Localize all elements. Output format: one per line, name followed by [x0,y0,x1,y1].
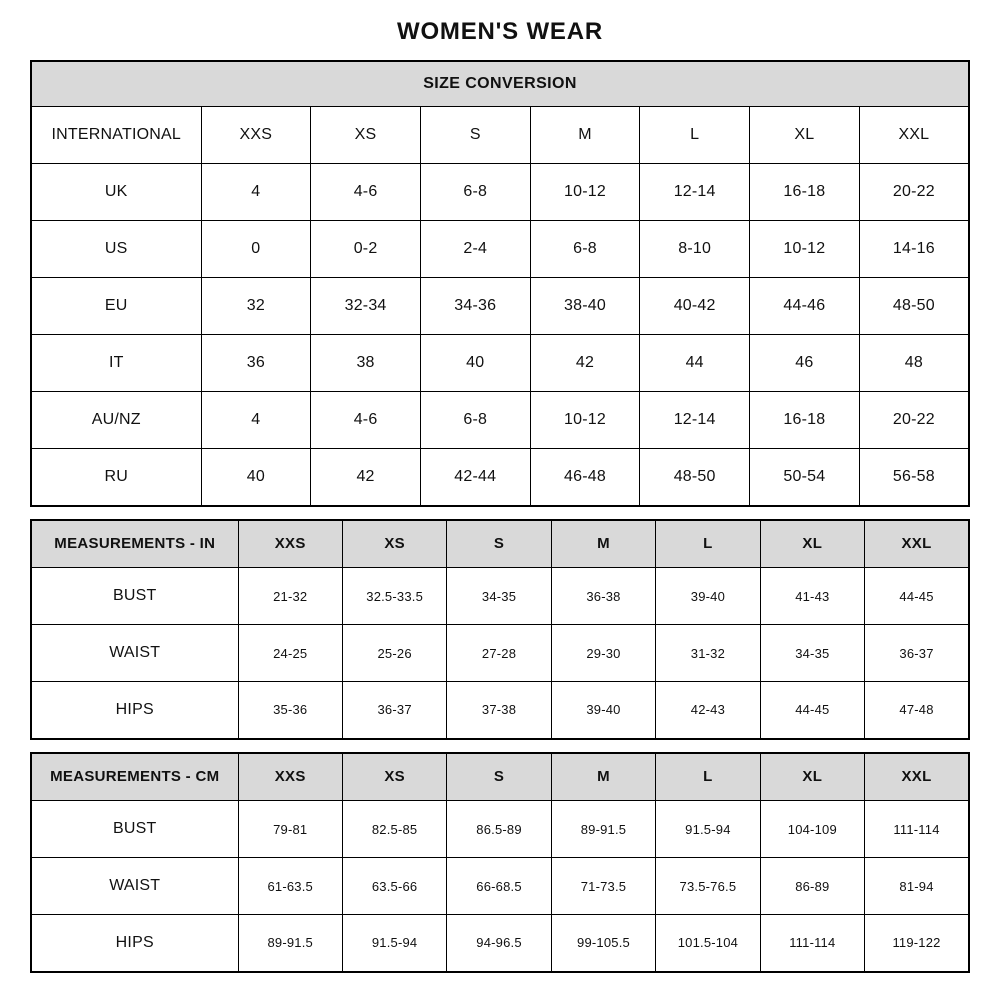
size-conversion-table [30,60,970,507]
table-cell: 2-4 [420,221,530,278]
table-cell: 36-37 [342,682,446,739]
table-cell: 86.5-89 [447,801,551,858]
row-label: US [31,221,201,278]
table-cell: 40 [420,335,530,392]
column-header: M [551,753,655,801]
table-cell: 61-63.5 [238,858,342,915]
column-header: XXS [238,753,342,801]
table-cell: 39-40 [656,568,760,625]
table-cell: 20-22 [859,164,969,221]
table-cell: 4 [201,392,311,449]
measurements-cm-table [30,752,970,973]
table-cell: 0-2 [311,221,421,278]
row-label: WAIST [31,858,238,915]
column-header: M [551,520,655,568]
table-cell: 44-45 [760,682,864,739]
table-cell: 94-96.5 [447,915,551,972]
table-row [31,221,969,278]
table-cell: 34-35 [447,568,551,625]
table-cell: 35-36 [238,682,342,739]
table-cell: 6-8 [420,164,530,221]
table-cell: 42 [530,335,640,392]
table-cell: 99-105.5 [551,915,655,972]
table-row [31,915,969,972]
row-label: BUST [31,568,238,625]
table-title: SIZE CONVERSION [31,61,969,107]
row-label: BUST [31,801,238,858]
column-header: L [656,520,760,568]
column-header: S [447,520,551,568]
table-cell: 4 [201,164,311,221]
table-cell: 47-48 [865,682,969,739]
table-cell: 48-50 [859,278,969,335]
table-cell: 41-43 [760,568,864,625]
table-cell: 104-109 [760,801,864,858]
table-cell: 32-34 [311,278,421,335]
table-cell: 32 [201,278,311,335]
column-header: L [640,107,750,164]
table-cell: 89-91.5 [238,915,342,972]
column-header: XS [311,107,421,164]
table-cell: 12-14 [640,392,750,449]
table-cell: 0 [201,221,311,278]
row-label: HIPS [31,915,238,972]
table-cell: 36-38 [551,568,655,625]
table-row [31,858,969,915]
table-cell: 16-18 [750,164,860,221]
table-cell: 111-114 [760,915,864,972]
table-cell: 44-46 [750,278,860,335]
table-cell: 82.5-85 [342,801,446,858]
column-header: XXL [865,520,969,568]
table-cell: 6-8 [420,392,530,449]
header-row [31,520,969,568]
table-cell: 36 [201,335,311,392]
table-cell: 86-89 [760,858,864,915]
column-header: XS [342,753,446,801]
table-cell: 31-32 [656,625,760,682]
table-cell: 37-38 [447,682,551,739]
table-cell: 119-122 [865,915,969,972]
corner-header: MEASUREMENTS - IN [31,520,238,568]
table-cell: 29-30 [551,625,655,682]
row-label: HIPS [31,682,238,739]
table-cell: 73.5-76.5 [656,858,760,915]
table-cell: 40-42 [640,278,750,335]
table-cell: 48 [859,335,969,392]
table-cell: 42 [311,449,421,506]
table-cell: 91.5-94 [656,801,760,858]
table-cell: 39-40 [551,682,655,739]
table-cell: 46 [750,335,860,392]
row-label: EU [31,278,201,335]
table-row [31,164,969,221]
table-cell: 8-10 [640,221,750,278]
table-row [31,568,969,625]
table-cell: 38-40 [530,278,640,335]
table-cell: 44-45 [865,568,969,625]
row-label: IT [31,335,201,392]
column-header: S [447,753,551,801]
table-cell: 89-91.5 [551,801,655,858]
table-cell: 27-28 [447,625,551,682]
table-row [31,682,969,739]
table-cell: 14-16 [859,221,969,278]
table-row [31,449,969,506]
table-cell: 91.5-94 [342,915,446,972]
table-cell: 16-18 [750,392,860,449]
table-cell: 21-32 [238,568,342,625]
table-cell: 46-48 [530,449,640,506]
row-label: WAIST [31,625,238,682]
table-row [31,625,969,682]
table-row [31,335,969,392]
column-header: M [530,107,640,164]
column-header: XXS [201,107,311,164]
header-row [31,753,969,801]
table-cell: 48-50 [640,449,750,506]
table-cell: 56-58 [859,449,969,506]
row-label: AU/NZ [31,392,201,449]
row-label: UK [31,164,201,221]
row-label: RU [31,449,201,506]
column-header: XXL [865,753,969,801]
corner-header: MEASUREMENTS - CM [31,753,238,801]
table-cell: 79-81 [238,801,342,858]
table-cell: 40 [201,449,311,506]
table-cell: 50-54 [750,449,860,506]
table-row [31,392,969,449]
table-cell: 101.5-104 [656,915,760,972]
table-cell: 42-43 [656,682,760,739]
table-cell: 38 [311,335,421,392]
table-cell: 81-94 [865,858,969,915]
table-row [31,278,969,335]
table-cell: 34-35 [760,625,864,682]
table-cell: 63.5-66 [342,858,446,915]
table-cell: 10-12 [530,392,640,449]
column-header: XXS [238,520,342,568]
table-cell: 111-114 [865,801,969,858]
table-cell: 25-26 [342,625,446,682]
table-cell: 6-8 [530,221,640,278]
column-header: L [656,753,760,801]
column-header: XS [342,520,446,568]
table-cell: 71-73.5 [551,858,655,915]
measurements-in-table [30,519,970,740]
column-header: S [420,107,530,164]
table-cell: 10-12 [750,221,860,278]
table-cell: 34-36 [420,278,530,335]
table-cell: 24-25 [238,625,342,682]
column-header: XL [750,107,860,164]
table-cell: 42-44 [420,449,530,506]
table-cell: 32.5-33.5 [342,568,446,625]
table-cell: 10-12 [530,164,640,221]
column-header: XXL [859,107,969,164]
table-row [31,801,969,858]
table-cell: 12-14 [640,164,750,221]
column-header: XL [760,753,864,801]
table-cell: 20-22 [859,392,969,449]
table-cell: 66-68.5 [447,858,551,915]
table-cell: 36-37 [865,625,969,682]
table-cell: 4-6 [311,392,421,449]
header-row [31,107,969,164]
page-title: WOMEN'S WEAR [397,18,603,45]
table-cell: 4-6 [311,164,421,221]
corner-header: INTERNATIONAL [31,107,201,164]
column-header: XL [760,520,864,568]
table-cell: 44 [640,335,750,392]
table-title-row [31,61,969,107]
